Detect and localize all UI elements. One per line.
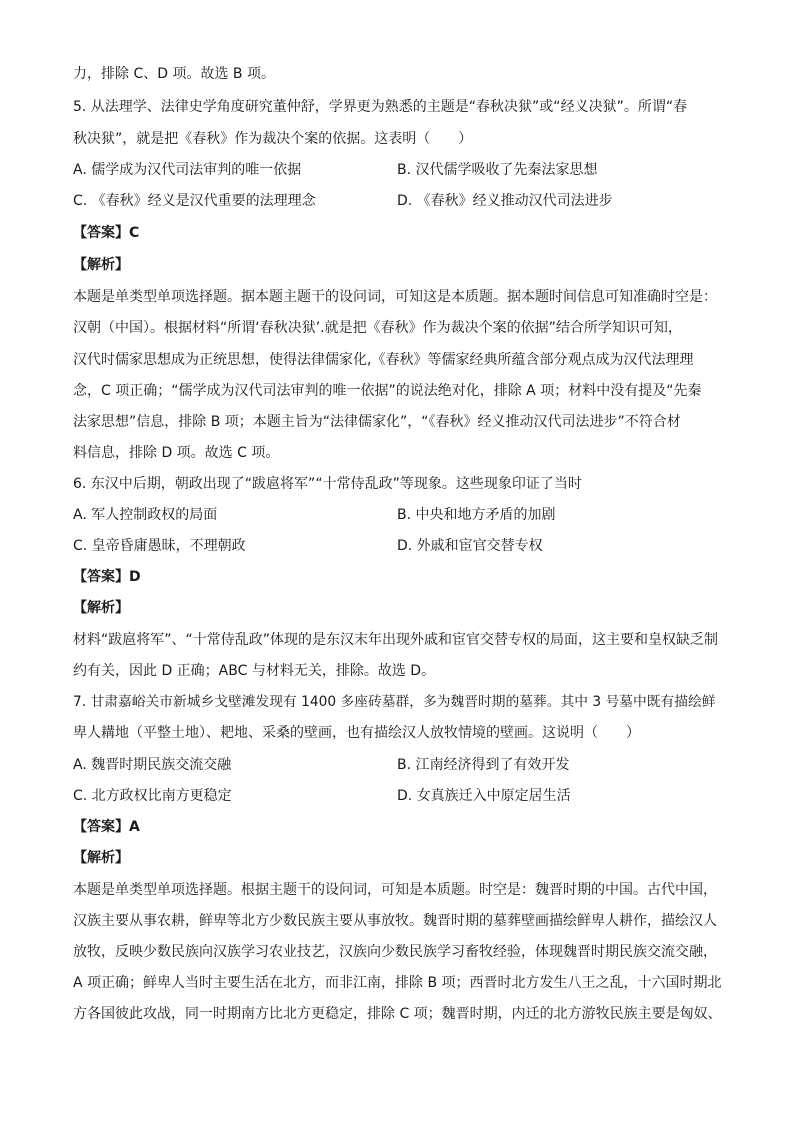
answer-label: 【答案】D	[73, 569, 141, 585]
question-6-option-d: D. 外戚和宦官交替专权	[397, 538, 543, 554]
analysis-label: 【解析】	[73, 600, 129, 616]
analysis-text: 本题是单类型单项选择题。据本题主题干的设问词，可知这是本质题。据本题时间信息可知准确时空是：	[73, 289, 717, 305]
question-6-option-a: A. 军人控制政权的局面	[73, 507, 218, 523]
question-7-option-a: A. 魏晋时期民族交流交融	[73, 757, 232, 773]
analysis-text: 料信息，排除 D 项。故选 C 项。	[73, 445, 280, 461]
analysis-text: 材料“跋扈将军”、“十常侍乱政”体现的是东汉末年出现外戚和宦官交替专权的局面，这主要和皇权缺乏制	[73, 632, 719, 648]
analysis-text: 法家思想”信息，排除 B 项；本题主旨为“法律儒家化”，“《春秋》经义推动汉代司法进步”不符合材	[73, 414, 681, 430]
question-5-option-d: D. 《春秋》经义推动汉代司法进步	[397, 193, 613, 209]
analysis-text: 本题是单类型单项选择题。根据主题干的设问词，可知是本质题。时空是：魏晋时期的中国。古代中国，	[73, 882, 717, 898]
analysis-text: 汉代时儒家思想成为正统思想，使得法律儒家化,《春秋》等儒家经典所蕴含部分观点成为汉代法理理	[73, 352, 694, 368]
text-line: 力，排除 C、D 项。故选 B 项。	[73, 66, 275, 82]
question-7-stem: 卑人耩地（平整土地）、耙地、采桑的壁画，也有描绘汉人放牧情境的壁画。这说明（ ）	[73, 725, 640, 741]
question-5-stem: 5. 从法理学、法律史学角度研究董仲舒，学界更为熟悉的主题是“春秋决狱”或“经义决狱”。所谓“春	[73, 99, 688, 115]
answer-label: 【答案】A	[73, 819, 140, 835]
question-7-option-d: D. 女真族迁入中原定居生活	[397, 788, 571, 804]
question-5-stem: 秋决狱”，就是把《春秋》作为裁决个案的依据。这表明（ ）	[73, 131, 473, 147]
analysis-text: 汉朝（中国）。根据材料“所谓‘春秋决狱’.就是把《春秋》作为裁决个案的依据”结合所学知识可知，	[73, 320, 682, 336]
question-5-option-b: B. 汉代儒学吸收了先秦法家思想	[397, 162, 598, 178]
question-6-option-b: B. 中央和地方矛盾的加剧	[397, 507, 556, 523]
answer-label: 【答案】C	[73, 225, 140, 241]
question-5-option-c: C. 《春秋》经义是汉代重要的法理理念	[73, 193, 316, 209]
analysis-text: 约有关，因此 D 正确；ABC 与材料无关，排除。故选 D。	[73, 663, 436, 679]
analysis-label: 【解析】	[73, 257, 129, 273]
analysis-text: 念，C 项正确；“儒学成为汉代司法审判的唯一依据”的说法绝对化，排除 A 项；材料中没有提及“先秦	[73, 383, 702, 399]
question-7-stem: 7. 甘肃嘉峪关市新城乡戈壁滩发现有 1400 多座砖墓群，多为魏晋时期的墓葬。其中 3 号墓中既有描绘鲜	[73, 694, 716, 710]
analysis-text: A 项正确；鲜卑人当时主要生活在北方，而非江南，排除 B 项；西晋时北方发生八王之乱，十六国时期北	[73, 975, 722, 991]
question-7-option-b: B. 江南经济得到了有效开发	[397, 757, 570, 773]
analysis-text: 方各国彼此攻战，同一时期南方比北方更稳定，排除 C 项；魏晋时期，内迁的北方游牧民族主要是匈奴、	[73, 1006, 722, 1022]
analysis-label: 【解析】	[73, 850, 129, 866]
question-5-option-a: A. 儒学成为汉代司法审判的唯一依据	[73, 162, 302, 178]
analysis-text: 汉族主要从事农耕，鲜卑等北方少数民族主要从事放牧。魏晋时期的墓葬壁画描绘鲜卑人耕作，描绘汉人	[73, 913, 717, 929]
analysis-text: 放牧，反映少数民族向汉族学习农业技艺，汉族向少数民族学习畜牧经验，体现魏晋时期民族交流交融，	[73, 944, 717, 960]
question-6-option-c: C. 皇帝昏庸愚昧，不理朝政	[73, 538, 246, 554]
question-6-stem: 6. 东汉中后期，朝政出现了“跋扈将军”“十常侍乱政”等现象。这些现象印证了当时	[73, 476, 582, 492]
question-7-option-c: C. 北方政权比南方更稳定	[73, 788, 232, 804]
